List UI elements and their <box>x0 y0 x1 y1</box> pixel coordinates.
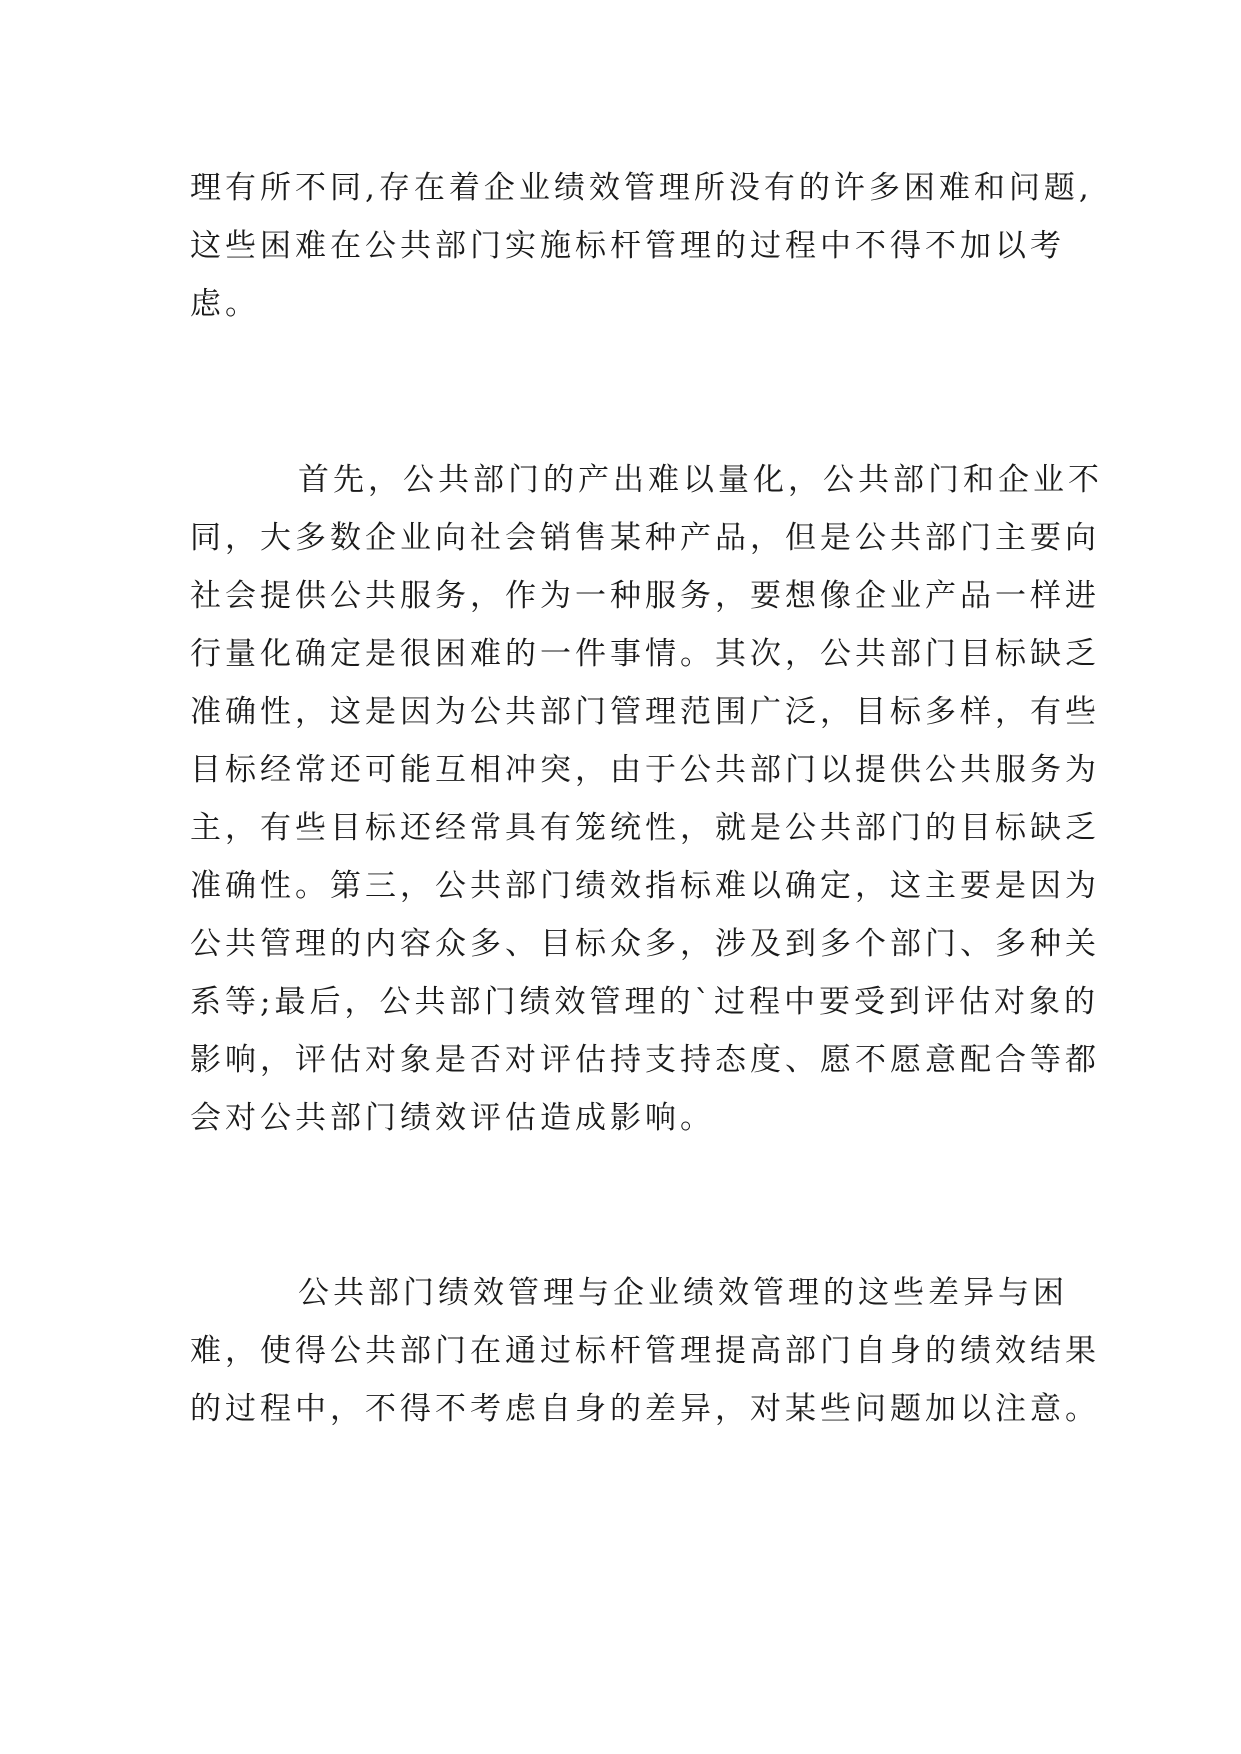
paragraph-3 <box>190 1264 1100 1438</box>
paragraph-line: 行量化确定是很困难的一件事情。其次，公共部门目标缺乏 <box>190 636 1100 672</box>
paragraph-line: 理有所不同,存在着企业绩效管理所没有的许多困难和问题, <box>190 170 1093 206</box>
paragraph-line: 会对公共部门绩效评估造成影响。 <box>190 1100 715 1136</box>
paragraph-line: 公共部门绩效管理与企业绩效管理的这些差异与困 <box>298 1275 1068 1311</box>
paragraph-2 <box>190 451 1103 1147</box>
paragraph-line: 影响，评估对象是否对评估持支持态度、愿不愿意配合等都 <box>190 1042 1100 1078</box>
paragraph-line: 的过程中，不得不考虑自身的差异，对某些问题加以注意。 <box>190 1391 1100 1427</box>
paragraph-line: 难，使得公共部门在通过标杆管理提高部门自身的绩效结果 <box>190 1333 1100 1369</box>
paragraph-line: 目标经常还可能互相冲突，由于公共部门以提供公共服务为 <box>190 752 1100 788</box>
paragraph-line: 主，有些目标还经常具有笼统性，就是公共部门的目标缺乏 <box>190 810 1100 846</box>
paragraph-line: 社会提供公共服务，作为一种服务，要想像企业产品一样进 <box>190 578 1100 614</box>
paragraph-line: 虑。 <box>190 286 260 322</box>
paragraph-line: 系等;最后，公共部门绩效管理的`过程中要受到评估对象的 <box>190 984 1099 1020</box>
paragraph-line: 公共管理的内容众多、目标众多，涉及到多个部门、多种关 <box>190 926 1100 962</box>
paragraph-line: 这些困难在公共部门实施标杆管理的过程中不得不加以考 <box>190 228 1065 264</box>
paragraph-1 <box>190 159 1093 333</box>
paragraph-line: 准确性。第三，公共部门绩效指标难以确定，这主要是因为 <box>190 868 1100 904</box>
paragraph-line: 首先，公共部门的产出难以量化，公共部门和企业不 <box>298 462 1103 498</box>
paragraph-line: 准确性，这是因为公共部门管理范围广泛，目标多样，有些 <box>190 694 1100 730</box>
paragraph-line: 同，大多数企业向社会销售某种产品，但是公共部门主要向 <box>190 520 1100 556</box>
